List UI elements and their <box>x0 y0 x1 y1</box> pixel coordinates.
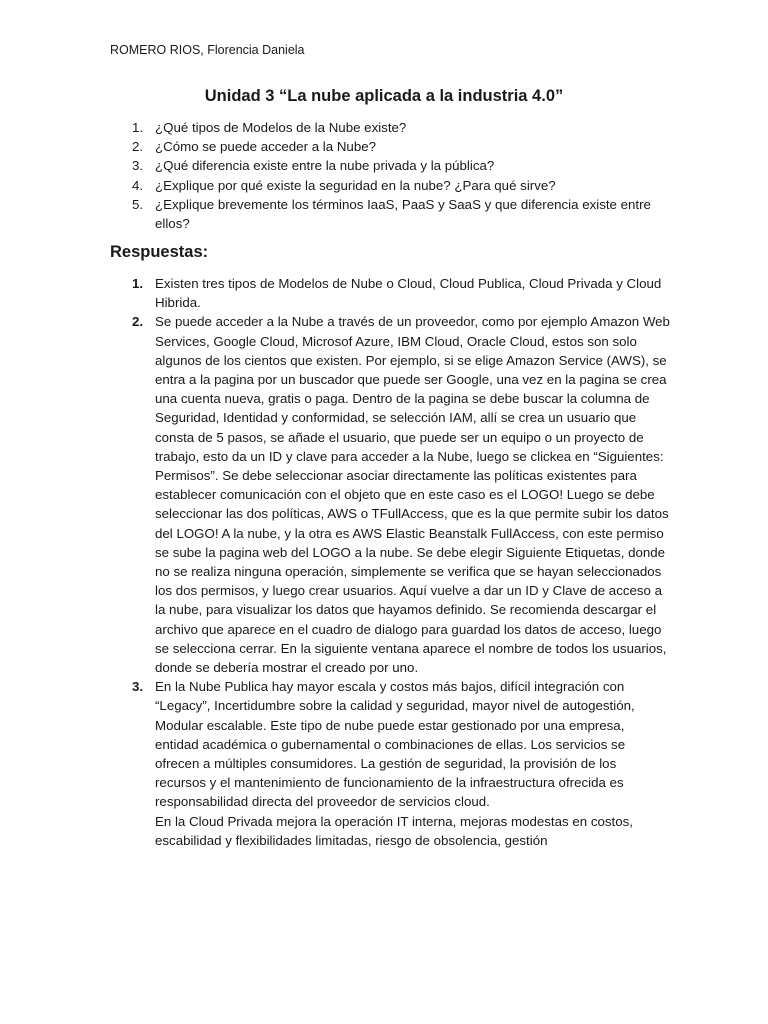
answer-number: 3. <box>132 679 144 695</box>
question-text: ¿Explique por qué existe la seguridad en la nube? ¿Para qué sirve? <box>155 177 556 193</box>
answers-heading: Respuestas: <box>110 243 209 261</box>
answer-text: En la Nube Publica hay mayor escala y costos más bajos, difícil integración con “Legacy”, Incertidumbre sobre la calidad y seguridad, mayor nivel de autogestión, Modular escalable. Este tipo de nube puede estar gestionado por una empresa, entidad académica o gubernamental o combinaciones de ellas. Los servicios se ofrecen a múltiples consumidores. La gestión de seguridad, la provisión de los recursos y el mantenimiento de funcionamiento de la infraestructura ofrecida es responsabilidad directa del proveedor de servicios cloud. <box>155 679 635 810</box>
question-text: ¿Cómo se puede acceder a la Nube? <box>155 139 377 155</box>
question-text: ¿Qué tipos de Modelos de la Nube existe? <box>155 120 407 135</box>
question-text: ¿Qué diferencia existe entre la nube privada y la pública? <box>155 158 495 174</box>
answer-number: 2. <box>132 314 144 330</box>
question-item <box>110 156 670 175</box>
question-number: 2. <box>132 139 144 155</box>
answer-text-continued: En la Cloud Privada mejora la operación IT interna, mejoras modestas en costos, escabilidad y flexibilidades limitadas, riesgo de obsolencia, gestión <box>155 813 633 848</box>
question-number: 5. <box>132 196 144 212</box>
answer-item <box>110 274 670 312</box>
answer-number: 1. <box>132 276 144 291</box>
question-item <box>110 137 670 156</box>
question-item <box>110 118 670 137</box>
answer-text: Se puede acceder a la Nube a través de un proveedor, como por ejemplo Amazon Web Services, Google Cloud, Microsof Azure, IBM Cloud, Oracle Cloud, estos son solo algunos de los cientos que existen. Por ejemplo, si se elige Amazon Service (AWS), se entra a la pagina por un buscador que puede ser Google, una vez en la pagina se crea una cuenta nueva, gratis o paga. Dentro de la pagina se debe buscar la columna de Seguridad, Identidad y conformidad, se selección IAM, allí se crea un usuario que consta de 5 pasos, se añade el usuario, que puede ser un equipo o un proyecto de trabajo, esto da un ID y clave para acceder a la Nube, luego se clickea en “Siguientes: Permisos”. Se debe seleccionar asociar directamente las políticas existentes para establecer comunicación con el objeto que en este caso es el LOGO! Luego se debe seleccionar las dos políticas, AWS o TFullAccess, que es la que permite subir los datos del LOGO! A la nube, y la otra es AWS Elastic Beanstalk FullAccess, con este permiso se sube la pagina web del LOGO a la nube. Se debe elegir Siguiente Etiquetas, donde no se realiza ninguna operación, simplemente se verifica que se hayan seleccionados los dos permisos, y luego crear usuarios. Aquí vuelve a dar un ID y Clave de acceso a la nube, para visualizar los datos que hayamos definido. Se recomienda descargar el archivo que aparece en el cuadro de dialogo para guardad los datos de acceso, luego se selecciona cerrar. En la siguiente ventana aparece el nombre de todos los usuarios, donde se debería mostrar el creado por uno. <box>155 314 670 676</box>
question-number: 3. <box>132 158 144 174</box>
question-item <box>110 195 670 233</box>
question-number: 4. <box>132 177 144 193</box>
document-title: Unidad 3 “La nube aplicada a la industria 4.0” <box>204 87 564 105</box>
answer-item <box>110 677 670 850</box>
author-name: ROMERO RIOS, Florencia Daniela <box>110 43 305 57</box>
question-text: ¿Explique brevemente los términos IaaS, PaaS y SaaS y que diferencia existe entre ellos? <box>155 196 651 232</box>
answer-text: Existen tres tipos de Modelos de Nube o Cloud, Cloud Publica, Cloud Privada y Cloud Hibrida. <box>155 276 662 311</box>
question-item <box>110 176 670 195</box>
answer-item <box>110 312 670 677</box>
question-number: 1. <box>132 120 144 135</box>
questions-list <box>110 118 670 233</box>
answers-list <box>110 274 670 850</box>
